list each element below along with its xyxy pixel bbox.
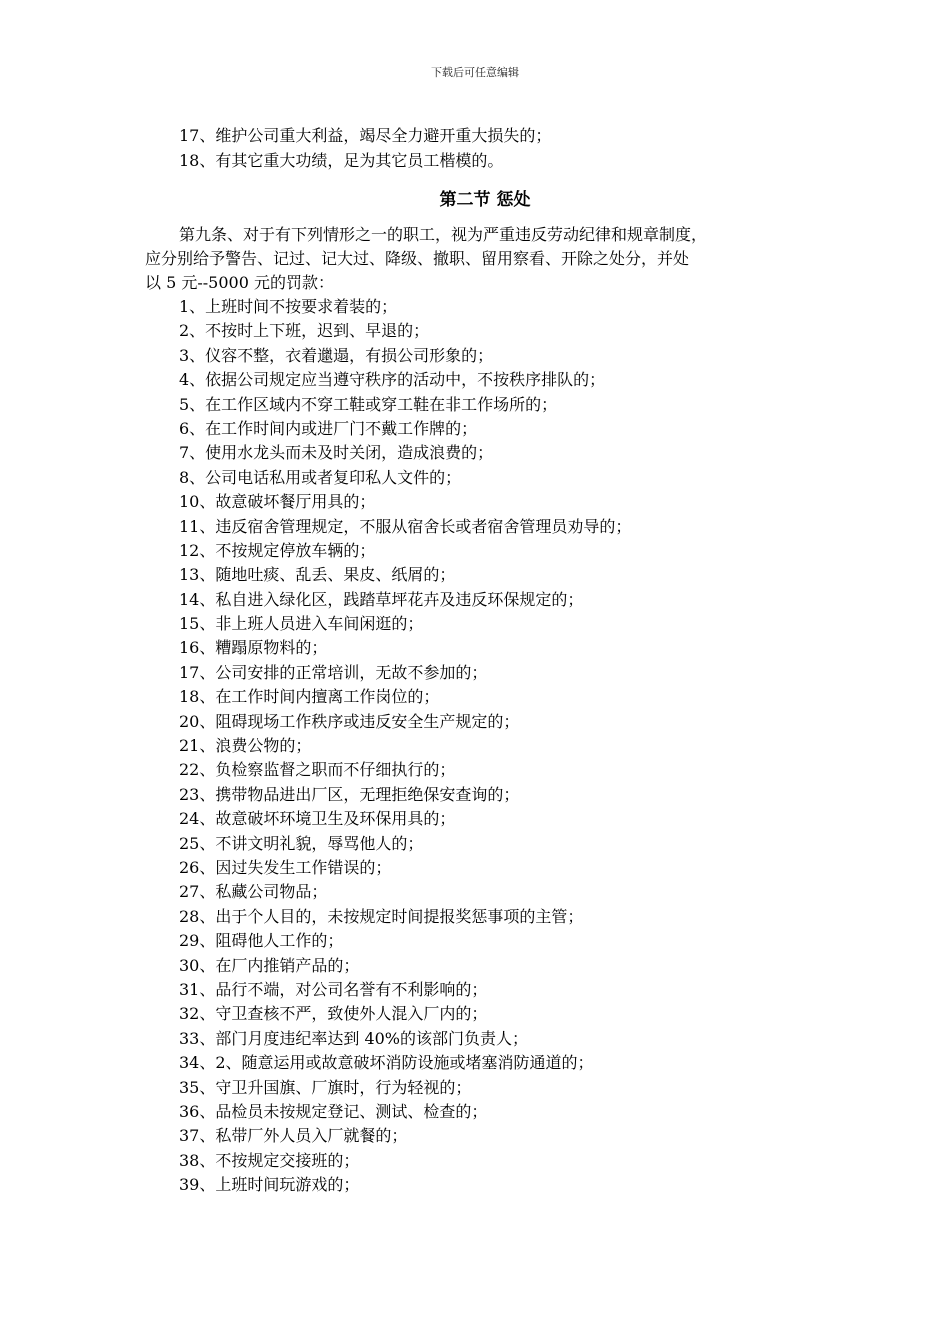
list-item: 34、2、随意运用或故意破坏消防设施或堵塞消防通道的； [179, 1053, 594, 1073]
list-item: 6、在工作时间内或进厂门不戴工作牌的； [179, 418, 478, 438]
list-item: 23、携带物品进出厂区，无理拒绝保安查询的； [179, 784, 520, 804]
list-item: 17、公司安排的正常培训，无故不参加的； [179, 662, 488, 682]
list-item: 1、上班时间不按要求着装的； [179, 297, 398, 316]
list-item: 10、故意破坏餐厅用具的； [179, 492, 376, 512]
list-item: 32、守卫查核不严，致使外人混入厂内的； [179, 1004, 488, 1024]
list-item: 29、阻碍他人工作的； [179, 931, 344, 951]
list-item: 37、私带厂外人员入厂就餐的； [179, 1126, 408, 1146]
article-paragraph [145, 223, 825, 295]
list-item: 3、仪容不整，衣着邋遢，有损公司形象的； [179, 345, 494, 365]
list-item: 2、不按时上下班，迟到、早退的； [179, 321, 430, 341]
document-body [145, 123, 825, 1197]
list-item: 21、浪费公物的； [179, 736, 312, 756]
list-item: 15、非上班人员进入车间闲逛的； [179, 614, 424, 634]
list-item: 11、违反宿舍管理规定，不服从宿舍长或者宿舍管理员劝导的； [179, 516, 632, 536]
list-item: 17、维护公司重大利益，竭尽全力避开重大损失的； [179, 126, 552, 145]
list-item: 12、不按规定停放车辆的； [179, 540, 376, 560]
section-title: 第二节 惩处 [439, 190, 531, 210]
list-item: 33、部门月度违纪率达到 40%的该部门负责人； [179, 1028, 529, 1048]
list-item: 4、依据公司规定应当遵守秩序的活动中，不按秩序排队的； [179, 370, 606, 390]
article-line: 应分别给予警告、记过、记大过、降级、撤职、留用察看、开除之处分，并处 [145, 249, 690, 268]
list-item: 18、有其它重大功绩，足为其它员工楷模的。 [179, 151, 504, 170]
list-item: 30、在厂内推销产品的； [179, 955, 360, 975]
list-item: 14、私自进入绿化区，践踏草坪花卉及违反环保规定的； [179, 589, 584, 609]
list-item: 20、阻碍现场工作秩序或违反安全生产规定的； [179, 711, 520, 731]
list-item: 31、品行不端，对公司名誉有不利影响的； [179, 979, 488, 999]
list-item: 7、使用水龙头而未及时关闭，造成浪费的； [179, 443, 494, 463]
penalty-list [145, 295, 825, 1197]
list-item: 35、守卫升国旗、厂旗时，行为轻视的； [179, 1077, 472, 1097]
list-item: 8、公司电话私用或者复印私人文件的； [179, 467, 462, 487]
list-item: 38、不按规定交接班的； [179, 1150, 360, 1170]
list-item: 22、负检察监督之职而不仔细执行的； [179, 760, 456, 780]
list-item: 25、不讲文明礼貌，辱骂他人的； [179, 833, 424, 853]
list-item: 27、私藏公司物品； [179, 882, 328, 902]
list-item: 24、故意破坏环境卫生及环保用具的； [179, 809, 456, 829]
list-item: 18、在工作时间内擅离工作岗位的； [179, 687, 440, 707]
list-item: 39、上班时间玩游戏的； [179, 1175, 360, 1195]
list-item: 5、在工作区域内不穿工鞋或穿工鞋在非工作场所的； [179, 394, 558, 414]
article-line: 以 5 元--5000 元的罚款： [145, 273, 334, 292]
intro-list [145, 123, 825, 173]
list-item: 26、因过失发生工作错误的； [179, 857, 392, 877]
list-item: 28、出于个人目的，未按规定时间提报奖惩事项的主管； [179, 906, 584, 926]
list-item: 16、糟蹋原物料的； [179, 638, 328, 658]
page-header: 下载后可任意编辑 [431, 66, 519, 79]
article-line: 第九条、对于有下列情形之一的职工，视为严重违反劳动纪律和规章制度， [179, 225, 708, 244]
list-item: 13、随地吐痰、乱丢、果皮、纸屑的； [179, 565, 456, 585]
list-item: 36、品检员未按规定登记、测试、检查的； [179, 1101, 488, 1121]
